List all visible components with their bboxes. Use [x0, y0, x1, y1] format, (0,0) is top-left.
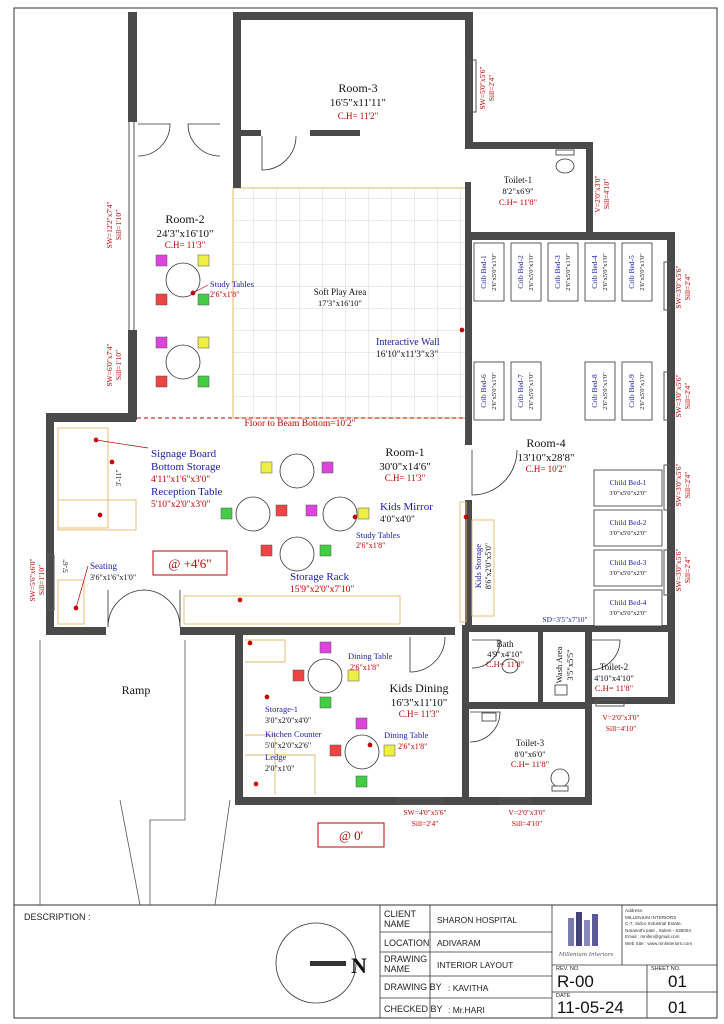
- bottomstorage-size: 4'11"x1'6"x3'0": [151, 475, 211, 485]
- diningtable1-name: Dining Table: [348, 651, 393, 661]
- study-table: [280, 454, 314, 488]
- kidsmirror-size: 4'0"x4'0": [380, 515, 415, 525]
- wall-room3-left: [233, 12, 241, 188]
- crib-bed-size: 2'6"x5'0"x1'0": [602, 253, 609, 291]
- storage1-name: Storage-1: [265, 704, 299, 714]
- toilet2-size: 4'10"x4'10": [594, 673, 634, 683]
- room2-ch: C.H= 11'3": [164, 240, 206, 250]
- w1-a: SW=5'0"x5'6": [478, 66, 487, 110]
- reception-size: 5'10"x2'0"x3'0": [151, 500, 211, 510]
- crib-bed-size: 2'6"x5'0"x1'0": [639, 253, 646, 291]
- softplay-size: 17'3"x16'10": [317, 298, 363, 308]
- crib-bed: [511, 243, 541, 301]
- crib-bed: [548, 243, 578, 301]
- crib-bed-name: Crib Bed-8: [590, 374, 599, 408]
- kidsstorage-size: 8'6"x2'0"x5'0": [484, 542, 493, 590]
- ledge-size: 2'0"x1'0": [265, 764, 295, 773]
- drawnby-label: DRAWING BY: [384, 982, 442, 992]
- room2-size: 24'3"x16'10": [156, 228, 214, 240]
- location-value: ADIVARAM: [437, 938, 481, 948]
- toilet2-name: Toilet-2: [599, 662, 629, 672]
- drawnby-value: : KAVITHA: [448, 983, 489, 993]
- toilet1-name: Toilet-1: [503, 175, 533, 185]
- seating-name: Seating: [90, 561, 117, 571]
- wall-room1-bottom-b: [180, 627, 455, 635]
- rev-label: REV. NO.: [556, 966, 580, 972]
- child-beds: [594, 470, 662, 626]
- w10-a: V=2'0"x3'0": [602, 713, 640, 722]
- crib-bed-name: Crib Bed-4: [590, 255, 599, 289]
- logo-text: Millenium Interiors: [558, 952, 614, 958]
- w7-b: Sill=2'4": [683, 471, 692, 499]
- drawing-label: DRAWING NAME: [384, 954, 428, 974]
- child-bed-name: Child Bed-4: [609, 598, 647, 607]
- child-bed-name: Child Bed-1: [609, 478, 647, 487]
- bath-ch: C.H= 11'8": [485, 659, 525, 669]
- child-bed-outline: [594, 590, 662, 626]
- company-logo: [558, 912, 613, 958]
- room1-size: 30'0"x14'6": [379, 461, 431, 473]
- crib-beds: [474, 243, 652, 420]
- crib-bed: [622, 362, 652, 420]
- child-bed-outline: [594, 510, 662, 546]
- north-letter: N: [351, 953, 367, 978]
- room1-ch: C.H= 11'3": [384, 473, 426, 483]
- child-bed: [594, 510, 662, 546]
- address-line: Address:: [625, 908, 644, 913]
- w7-a: SW=3'0"x5'6": [674, 463, 683, 507]
- wall-room4-top: [465, 232, 675, 240]
- crib-bed-size: 2'6"x5'0"x1'0": [491, 253, 498, 291]
- room4-size: 13'10"x28'8": [517, 452, 575, 464]
- crib-bed-name: Crib Bed-2: [516, 255, 525, 289]
- furniture-outlines: [58, 428, 494, 795]
- storagerack-size: 15'9"x2'0"x7'10": [290, 585, 355, 595]
- kitchencounter-size: 5'0"x2'0"x2'6": [265, 741, 312, 750]
- kidsdining-ch: C.H= 11'3": [398, 709, 440, 719]
- w6-b: Sill=2'4": [683, 382, 692, 410]
- dining-table: [308, 659, 342, 693]
- crib-bed: [622, 243, 652, 301]
- crib-bed: [511, 362, 541, 420]
- study-table: [280, 537, 314, 571]
- reception-name: Reception Table: [151, 486, 223, 498]
- crib-bed-size: 2'6"x5'0"x1'0": [565, 253, 572, 291]
- w12-a: V=2'0"x3'0": [508, 808, 546, 817]
- wall-room1-top: [46, 413, 136, 422]
- crib-bed-size: 2'6"x5'0"x1'0": [528, 253, 535, 291]
- toilet3-name: Toilet-3: [515, 738, 545, 748]
- w8-a: SW=3'0"x5'6": [674, 548, 683, 592]
- address-line: Email : mnihin@gmail.com: [625, 934, 680, 940]
- date-value: 11-05-24: [557, 998, 624, 1017]
- w8-b: Sill=2'4": [683, 556, 692, 584]
- sheet-value-2: 01: [668, 998, 687, 1017]
- diningtable1-size: 2'6"x1'8": [350, 663, 380, 672]
- location-label: LOCATION: [384, 938, 430, 948]
- toilet1-size: 8'2"x6'9": [502, 186, 534, 196]
- crib-bed-name: Crib Bed-5: [627, 255, 636, 289]
- wall-room1-left: [46, 413, 54, 635]
- child-bed-outline: [594, 550, 662, 586]
- ramp-label: Ramp: [121, 683, 151, 697]
- studytables1-name: Study Tables: [356, 530, 400, 540]
- room3-name: Room-3: [338, 81, 378, 95]
- room2-name: Room-2: [165, 212, 205, 226]
- w5-a: SW=3'0"x5'6": [674, 265, 683, 309]
- ledge-name: Ledge: [265, 752, 287, 762]
- drawing-value: INTERIOR LAYOUT: [437, 960, 514, 970]
- storage1-size: 3'0"x2'0"x4'0": [265, 716, 312, 725]
- crib-bed-size: 2'6"x5'0"x1'0": [602, 372, 609, 410]
- toilet3-size: 8'0"x6'0": [514, 749, 546, 759]
- wall-toilet3-right: [585, 625, 592, 805]
- w9-a: SW=5'6"x6'0": [28, 558, 37, 602]
- address-line: Web Site : www.mnlinteriors.com: [625, 940, 693, 946]
- kidsmirror-name: Kids Mirror: [380, 501, 433, 513]
- child-bed: [594, 590, 662, 626]
- wall-toilet1-top: [465, 142, 593, 149]
- storagerack-name: Storage Rack: [290, 571, 349, 583]
- w12-b: Sill=4'10": [511, 819, 543, 828]
- bottomstorage-name: Bottom Storage: [151, 461, 221, 473]
- room3-ch: C.H= 11'2": [337, 111, 379, 121]
- child-bed-size: 3'0"x5'0"x2'0": [609, 490, 647, 497]
- ramp-outline: [40, 640, 230, 905]
- crib-bed: [474, 362, 504, 420]
- wall-room3-right: [465, 12, 473, 142]
- wall-toilet1-right: [586, 142, 593, 240]
- washarea-size: 3'5"x5'5": [565, 649, 575, 681]
- w3-b: Sill=1'10": [114, 349, 123, 381]
- wall-room1-bottom-a: [46, 627, 106, 635]
- date-label: DATE: [556, 993, 571, 999]
- wall-toilet1-left: [465, 182, 471, 240]
- level-plus: @ +4'6": [168, 556, 212, 571]
- sheet-label: SHEET NO.: [651, 966, 681, 972]
- wall-toilet2-right: [668, 625, 675, 704]
- wall-dining-right: [462, 625, 469, 805]
- w2-a: SW=12'2"x7'4": [105, 201, 114, 249]
- wall-bath-wash: [538, 632, 543, 702]
- sd-note: SD=3'5"x7'10": [542, 615, 588, 624]
- w1-b: Sill=2'4": [487, 74, 496, 102]
- room3-size: 16'5"x11'11": [329, 97, 387, 109]
- beam-note: Floor to Beam Bottom=10'2": [244, 419, 356, 429]
- kidsstorage-name: Kids Storage: [473, 543, 483, 589]
- w4-b: Sill=4'10": [602, 178, 611, 210]
- north-bar: [310, 961, 346, 966]
- wash-area-label: [554, 646, 575, 683]
- dim-note-1: 3'-11": [115, 469, 123, 487]
- window-labels-horizontal: [403, 713, 639, 828]
- address-line: MILLENIUM INTERIORS: [625, 914, 677, 920]
- diningtable2-size: 2'6"x1'8": [398, 742, 428, 751]
- w10-b: Sill=4'10": [605, 724, 637, 733]
- address-line: Narasothi patti , Salem - 636004: [625, 927, 691, 933]
- kidsdining-name: Kids Dining: [389, 681, 449, 695]
- crib-bed-size: 2'6"x5'0"x1'0": [491, 372, 498, 410]
- crib-bed-name: Crib Bed-7: [516, 374, 525, 408]
- checkedby-label: CHECKED BY: [384, 1004, 443, 1014]
- crib-bed-name: Crib Bed-6: [479, 374, 488, 408]
- north-arrow: [276, 923, 367, 1003]
- child-bed-size: 3'0"x5'0"x2'0": [609, 530, 647, 537]
- wall-room3-bottom: [310, 130, 360, 136]
- wall-west-upper: [128, 12, 137, 122]
- bath-name: Bath: [496, 639, 514, 649]
- w4-a: V=2'0"x3'0": [593, 175, 602, 213]
- room4-ch: C.H= 10'2": [525, 464, 567, 474]
- dim-note-2: 5'-6": [62, 559, 70, 573]
- crib-bed-name: Crib Bed-1: [479, 255, 488, 289]
- kidsdining-size: 16'3"x11'10": [390, 697, 448, 709]
- crib-bed: [585, 362, 615, 420]
- bath-size: 4'9"x4'10": [487, 649, 523, 659]
- study-table: [323, 497, 357, 531]
- w9-b: Sill=1'10": [37, 564, 46, 596]
- wall-room3-stub: [241, 130, 261, 136]
- toilet2-ch: C.H= 11'8": [594, 683, 634, 693]
- seating-size: 3'6"x1'6"x1'0": [90, 573, 137, 582]
- softplay-name: Soft Play Area: [313, 287, 367, 297]
- crib-bed: [474, 243, 504, 301]
- interactivewall-name: Interactive Wall: [376, 337, 440, 348]
- crib-bed-size: 2'6"x5'0"x1'0": [639, 372, 646, 410]
- interactivewall-size: 16'10"x11'3"x3": [376, 350, 439, 360]
- diningtable2-name: Dining Table: [384, 730, 429, 740]
- w5-b: Sill=2'4": [683, 273, 692, 301]
- child-bed: [594, 470, 662, 506]
- w2-b: Sill=1'10": [114, 209, 123, 241]
- dining-table: [345, 735, 379, 769]
- client-value: SHARON HOSPITAL: [437, 915, 518, 925]
- w3-a: SW=6'0"x7'4": [105, 343, 114, 387]
- wall-room3-top: [233, 12, 473, 20]
- child-bed-size: 3'0"x5'0"x2'0": [609, 610, 647, 617]
- w6-a: SW=3'0"x5'6": [674, 374, 683, 418]
- company-address: [625, 908, 720, 948]
- checkedby-value: : Mr.HARI: [448, 1005, 485, 1015]
- study-table: [236, 497, 270, 531]
- kitchencounter-name: Kitchen Counter: [265, 729, 322, 739]
- child-bed-size: 3'0"x5'0"x2'0": [609, 570, 647, 577]
- washarea-name: Wash Area: [554, 646, 564, 684]
- address-line: C-7, Sidco Industrial Estate,: [625, 921, 682, 927]
- child-bed-name: Child Bed-3: [609, 558, 647, 567]
- wall-west-lower: [128, 330, 137, 420]
- w11-b: Sill=2'4": [411, 819, 439, 828]
- crib-bed-size: 2'6"x5'0"x1'0": [528, 372, 535, 410]
- signage-name: Signage Board: [151, 448, 217, 460]
- studytables2-size: 2'6"x1'8": [210, 290, 240, 299]
- description-label: DESCRIPTION :: [24, 912, 91, 922]
- wall-toilet3-top: [462, 702, 592, 709]
- crib-bed-name: Crib Bed-9: [627, 374, 636, 408]
- wall-dining-left: [235, 635, 243, 803]
- study-table: [166, 345, 200, 379]
- client-label: CLIENT NAME: [384, 909, 416, 929]
- w11-a: SW=4'0"x5'6": [403, 808, 447, 817]
- rev-value: R-00: [557, 972, 594, 991]
- child-bed: [594, 550, 662, 586]
- crib-bed-name: Crib Bed-3: [553, 255, 562, 289]
- room1-name: Room-1: [385, 445, 425, 459]
- sheet-value: 01: [668, 972, 687, 991]
- room4-name: Room-4: [526, 436, 566, 450]
- kids-storage-label: [473, 543, 493, 589]
- toilet3-ch: C.H= 11'8": [510, 759, 550, 769]
- child-bed-name: Child Bed-2: [609, 518, 647, 527]
- toilet1-ch: C.H= 11'8": [498, 197, 538, 207]
- level-zero: @ 0': [338, 828, 364, 843]
- studytables1-size: 2'6"x1'8": [356, 541, 386, 550]
- crib-bed: [585, 243, 615, 301]
- child-bed-outline: [594, 470, 662, 506]
- studytables2-name: Study Tables: [210, 279, 254, 289]
